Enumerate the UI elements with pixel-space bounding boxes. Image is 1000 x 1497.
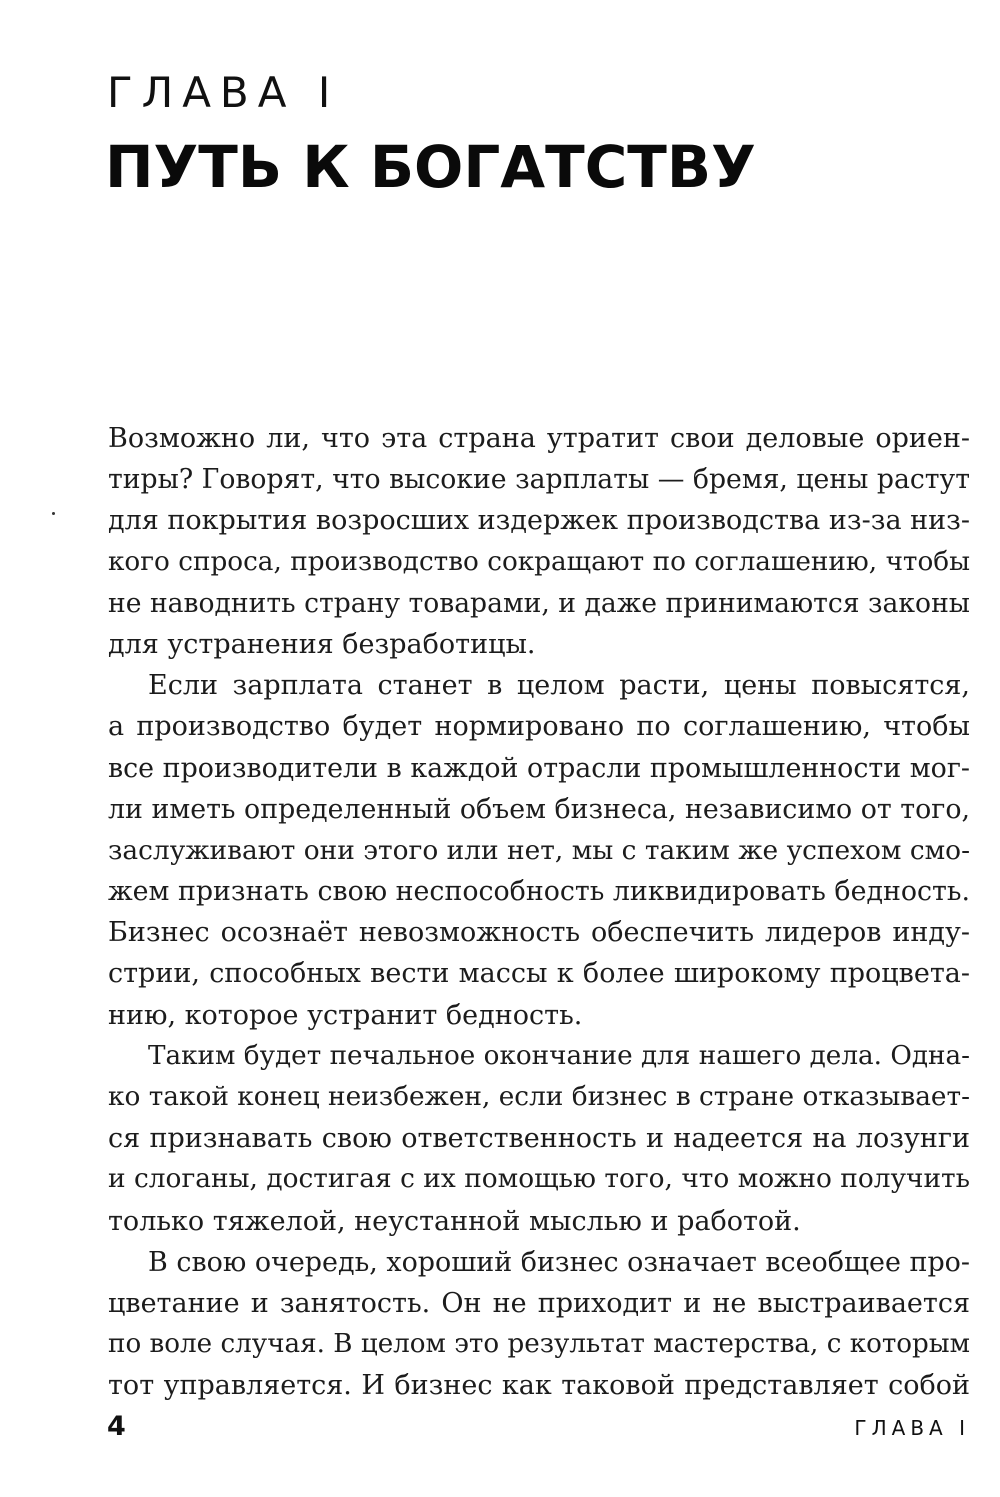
text-line: тиры? Говорят, что высокие зарплаты — бремя, цены растут <box>108 464 970 496</box>
text-line: только тяжелой, неустанной мыслью и работой. <box>108 1205 801 1237</box>
text-line: все производители в каждой отрасли промышленности мог- <box>108 752 970 784</box>
body-text <box>108 418 970 1407</box>
text-line: ко такой конец неизбежен, если бизнес в стране отказывает- <box>108 1082 970 1112</box>
paragraph-3 <box>108 1036 970 1242</box>
text-line: а производство будет нормировано по соглашению, чтобы <box>108 711 970 743</box>
text-line: В свою очередь, хороший бизнес означает всеобщее про- <box>148 1246 971 1278</box>
text-line: Если зарплата станет в целом расти, цены повысятся, <box>148 670 970 702</box>
text-line: ли иметь определенный объем бизнеса, независимо от того, <box>108 793 970 825</box>
text-line: тот управляется. И бизнес как таковой представляет собой <box>108 1370 970 1402</box>
text-line: Возможно ли, что эта страна утратит свои деловые ориен- <box>108 423 970 454</box>
text-line: нию, которое устранит бедность. <box>108 999 583 1031</box>
text-line: по воле случая. В целом это результат мастерства, с которым <box>108 1329 970 1360</box>
text-line: для устранения безработицы. <box>108 628 536 660</box>
text-line: для покрытия возросших издержек производства из-за низ- <box>108 505 970 537</box>
running-header: ГЛАВА I <box>854 1416 970 1440</box>
text-line: ся признавать свою ответственность и надеется на лозунги <box>108 1123 970 1155</box>
text-line: Таким будет печальное окончание для нашего дела. Одна- <box>148 1040 970 1071</box>
text-line: кого спроса, производство сокращают по соглашению, чтобы <box>108 546 970 577</box>
text-line: не наводнить страну товарами, и даже принимаются законы <box>108 587 970 619</box>
text-line: стрии, способных вести массы к более широкому процвета- <box>108 958 970 990</box>
text-line: Бизнес осознаёт невозможность обеспечить лидеров инду- <box>108 917 970 949</box>
text-line: заслуживают они этого или нет, мы с таким же успехом смо- <box>108 834 970 866</box>
text-line: и слоганы, достигая с их помощью того, что можно получить <box>108 1164 970 1195</box>
text-line: жем признать свою неспособность ликвидировать бедность. <box>108 876 970 908</box>
paragraph-2 <box>108 665 970 1036</box>
print-speck <box>52 512 55 515</box>
page-number: 4 <box>107 1411 126 1442</box>
paragraph-4 <box>108 1242 970 1407</box>
chapter-label: ГЛАВА I <box>107 68 340 117</box>
paragraph-1 <box>108 418 970 665</box>
chapter-title: ПУТЬ К БОГАТСТВУ <box>105 133 756 201</box>
text-line: цветание и занятость. Он не приходит и не выстраивается <box>108 1287 970 1319</box>
